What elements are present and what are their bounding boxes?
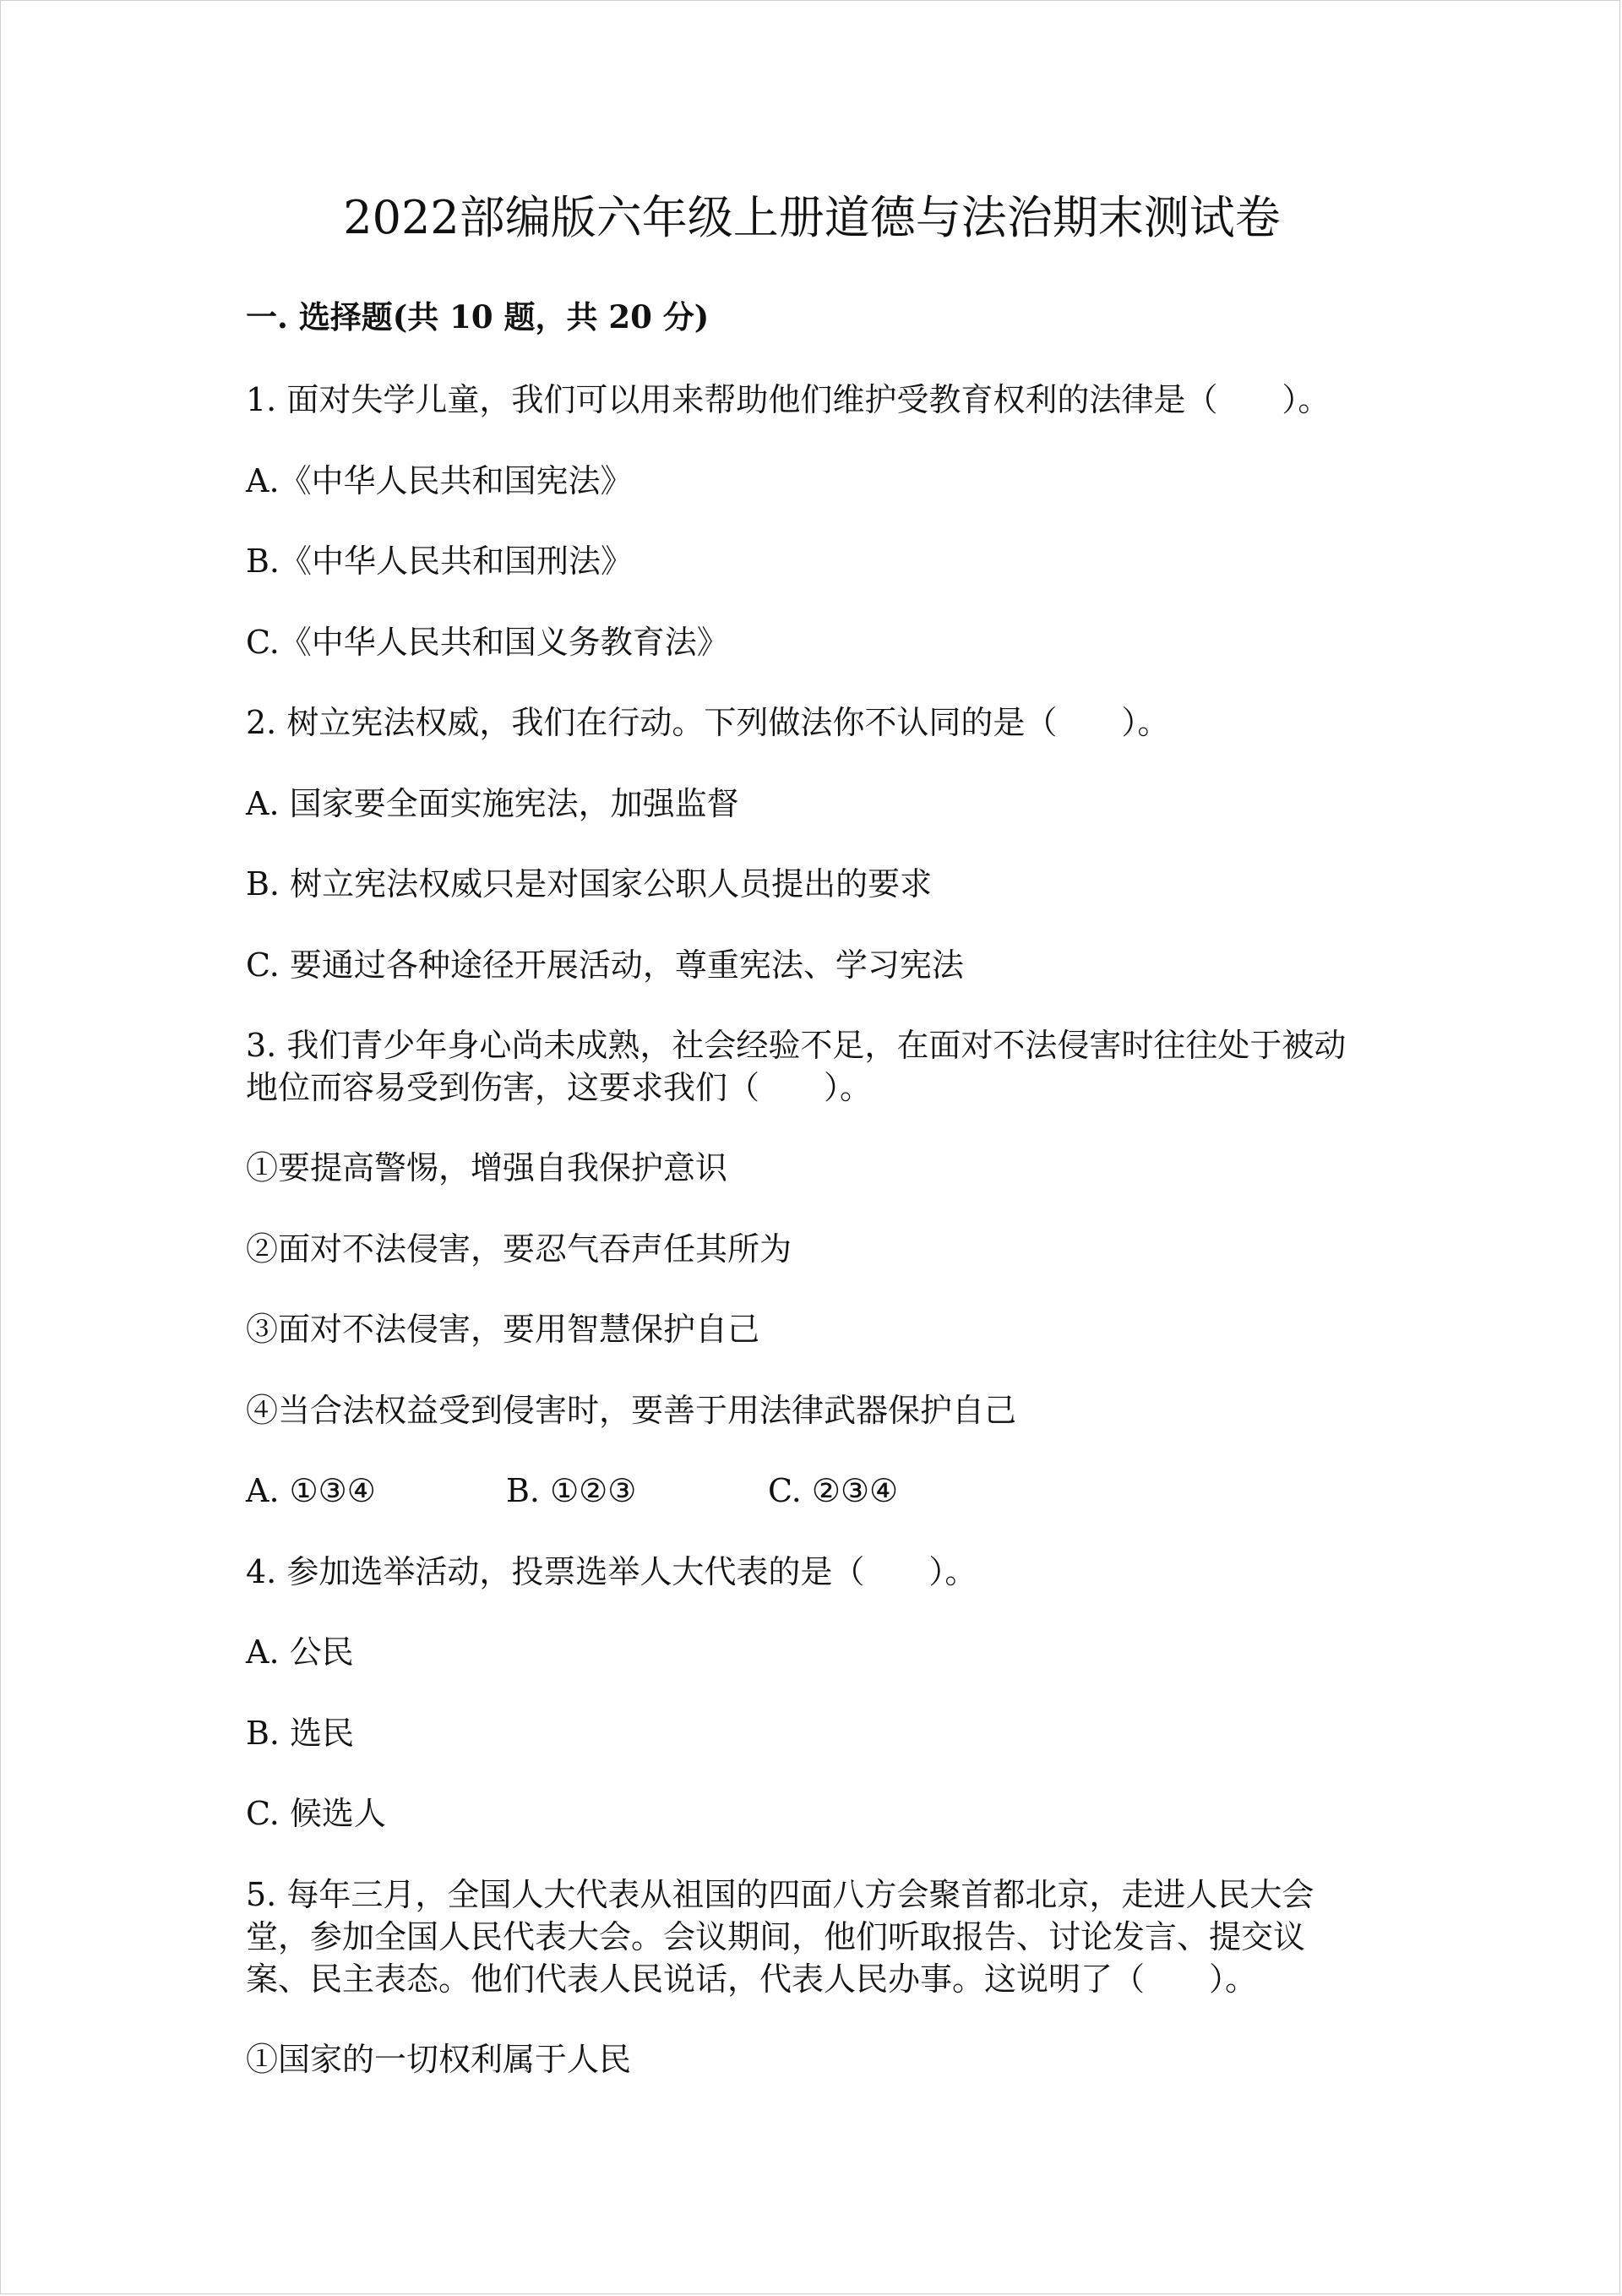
question-5-stem-line-1: 5. 每年三月，全国人大代表从祖国的四面八方会聚首都北京，走进人民大会 (246, 1876, 1314, 1913)
question-5-stem-line-3: 案、民主表态。他们代表人民说话，代表人民办事。这说明了（ ）。 (246, 1961, 1258, 1998)
question-5-statement-1: ①国家的一切权利属于人民 (246, 2041, 632, 2078)
question-3-options (246, 1470, 898, 1512)
question-3-option-c: C. ②③④ (768, 1472, 899, 1509)
question-1-option-b: B.《中华人民共和国刑法》 (246, 543, 634, 580)
question-3-stem-line-2: 地位而容易受到伤害，这要求我们（ ）。 (246, 1069, 873, 1106)
question-5-stem-line-2: 堂，参加全国人民代表大会。会议期间，他们听取报告、讨论发言、提交议 (246, 1918, 1306, 1955)
question-3-option-b: B. ①②③ (506, 1472, 637, 1509)
question-4-stem: 4. 参加选举活动，投票选举人大代表的是（ ）。 (246, 1553, 977, 1590)
exam-title: 2022部编版六年级上册道德与法治期末测试卷 (343, 191, 1281, 244)
question-4-option-c: C. 候选人 (246, 1795, 386, 1832)
question-1-option-a: A.《中华人民共和国宪法》 (246, 462, 633, 499)
question-1-option-c: C.《中华人民共和国义务教育法》 (246, 624, 729, 661)
question-4-option-a: A. 公民 (246, 1633, 354, 1671)
question-2-stem: 2. 树立宪法权威，我们在行动。下列做法你不认同的是（ ）。 (246, 704, 1170, 741)
question-3-statement-1: ①要提高警惕，增强自我保护意识 (246, 1149, 728, 1186)
question-2-option-a: A. 国家要全面实施宪法，加强监督 (246, 785, 739, 822)
question-3-statement-2: ②面对不法侵害，要忍气吞声任其所为 (246, 1230, 792, 1268)
question-1-stem: 1. 面对失学儿童，我们可以用来帮助他们维护受教育权利的法律是（ ）。 (246, 381, 1331, 418)
question-2-option-b: B. 树立宪法权威只是对国家公职人员提出的要求 (246, 865, 933, 903)
question-3-statement-3: ③面对不法侵害，要用智慧保护自己 (246, 1311, 760, 1348)
question-2-option-c: C. 要通过各种途径开展活动，尊重宪法、学习宪法 (246, 946, 964, 984)
question-3-stem-line-1: 3. 我们青少年身心尚未成熟，社会经验不足，在面对不法侵害时往往处于被动 (246, 1027, 1347, 1064)
question-3-statement-4: ④当合法权益受到侵害时，要善于用法律武器保护自己 (246, 1392, 1017, 1429)
question-3-option-a: A. ①③④ (246, 1472, 376, 1509)
question-4-option-b: B. 选民 (246, 1715, 355, 1752)
section-heading: 一. 选择题(共 10 题，共 20 分) (246, 298, 710, 335)
